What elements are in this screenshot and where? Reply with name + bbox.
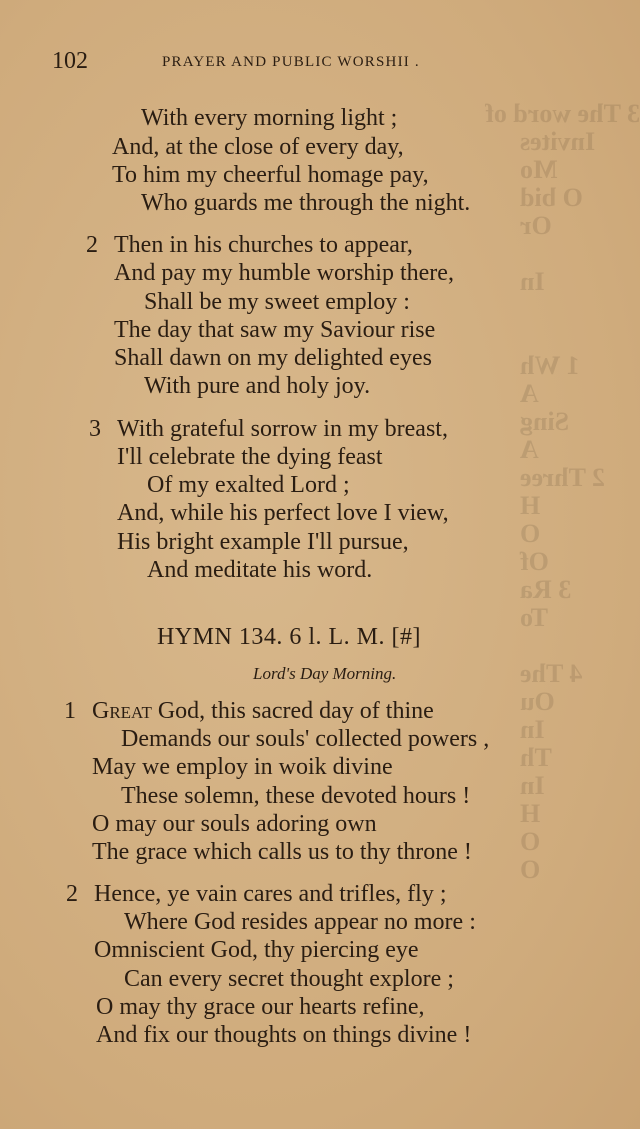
stanza-number: 2 xyxy=(66,881,78,907)
verse-line: Demands our souls' collected powers , xyxy=(121,726,490,752)
verse-line: Hence, ye vain cares and trifles, fly ; xyxy=(94,881,447,907)
verse-line: And, at the close of every day, xyxy=(112,134,404,160)
verse-line: And fix our thoughts on things divine ! xyxy=(96,1022,472,1048)
verse-line: These solemn, these devoted hours ! xyxy=(121,783,471,809)
running-header xyxy=(44,48,564,78)
verse-line: Who guards me through the night. xyxy=(141,190,471,216)
hymn-title: HYMN 134. 6 l. L. M. [#] xyxy=(157,624,421,650)
verse-line: I'll celebrate the dying feast xyxy=(117,444,383,470)
verse-line: Shall be my sweet employ : xyxy=(144,289,410,315)
verse-line: Where God resides appear no more : xyxy=(124,909,476,935)
verse-line: The grace which calls us to thy throne ! xyxy=(92,839,472,865)
verse-line: To him my cheerful homage pay, xyxy=(112,162,429,188)
page-number: 102 xyxy=(52,48,88,74)
verse-line: With grateful sorrow in my breast, xyxy=(117,416,448,442)
verse-line: Can every secret thought explore ; xyxy=(124,966,454,992)
verse-line xyxy=(92,697,434,725)
verse-line: With every morning light ; xyxy=(141,105,398,131)
verse-line: And, while his perfect love I view, xyxy=(117,500,449,526)
verse-line: And pay my humble worship there, xyxy=(114,260,454,286)
verse-line: The day that saw my Saviour rise xyxy=(114,317,436,343)
verse-line: With pure and holy joy. xyxy=(144,373,371,399)
verse-line: O may our souls adoring own xyxy=(92,811,377,837)
stanza-number: 1 xyxy=(64,698,76,724)
verse-line: Of my exalted Lord ; xyxy=(147,472,350,498)
verse-line: And meditate his word. xyxy=(147,557,373,583)
first-line-rest: God, this sacred day of thine xyxy=(151,698,434,724)
stanza-number: 3 xyxy=(89,416,101,442)
hymn-subtitle: Lord's Day Morning. xyxy=(253,664,397,683)
bleed-through-text: 3 The word of Invites Mo O bid Or In 1 Wh A Sing A 2 Three H O Of 3 Ra To 4 The Ou In Th In H O O xyxy=(485,99,640,884)
stanza-number: 2 xyxy=(86,232,98,258)
verse-line: May we employ in woik divine xyxy=(92,754,393,780)
verse-line: His bright example I'll pursue, xyxy=(117,529,409,555)
verse-line: Shall dawn on my delighted eyes xyxy=(114,345,432,371)
running-title: PRAYER AND PUBLIC WORSHII . xyxy=(162,54,420,70)
verse-line: Then in his churches to appear, xyxy=(114,232,413,258)
verse-line: Omniscient God, thy piercing eye xyxy=(94,937,419,963)
first-word: Great xyxy=(92,698,152,724)
verse-line: O may thy grace our hearts refine, xyxy=(96,994,425,1020)
